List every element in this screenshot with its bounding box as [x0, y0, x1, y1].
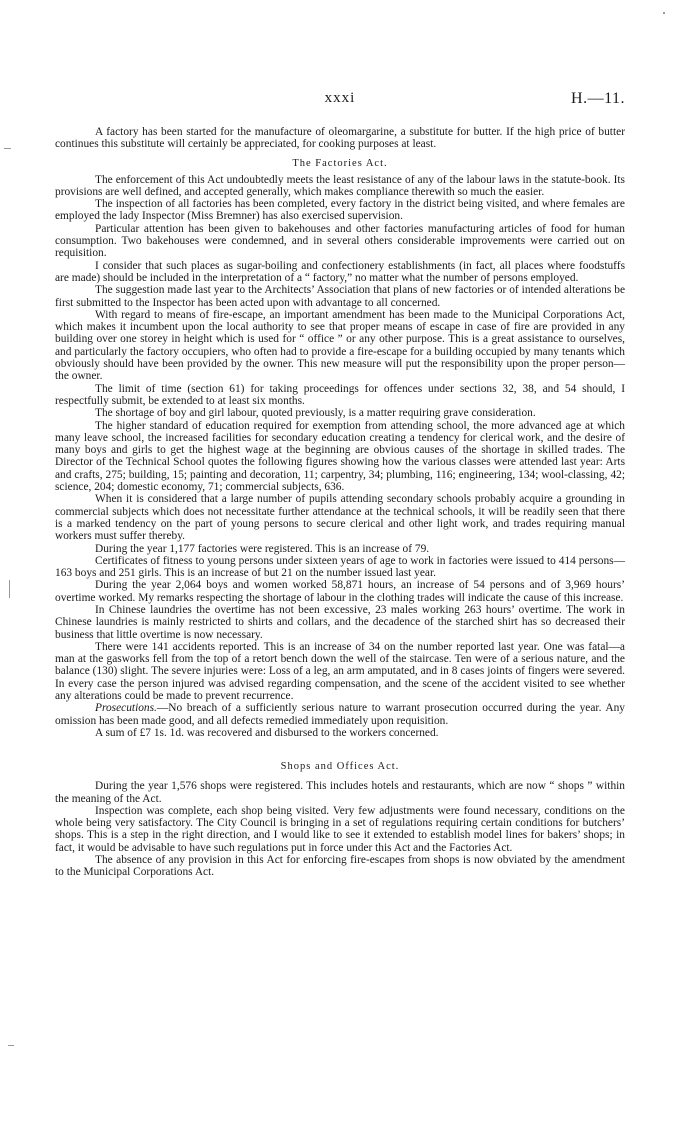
factories-paragraph: During the year 2,064 boys and women worked 58,871 hours, an increase of 54 persons and of 3,969 hours’ overtime worked. My remarks respecting the shortage of labour in the clothing trades will indicate the cause of this increase. [55, 579, 625, 604]
scan-mark [4, 148, 11, 149]
shops-paragraph: The absence of any provision in this Act for enforcing fire-escapes from shops is now obviated by the amendment to the Municipal Corporations Act. [55, 854, 625, 879]
factories-paragraph: The shortage of boy and girl labour, quoted previously, is a matter requiring grave consideration. [95, 407, 536, 420]
shops-paragraph: During the year 1,576 shops were registered. This includes hotels and restaurants, which are now “ shops ” within the meaning of the Act. [55, 780, 625, 805]
factories-paragraph: The limit of time (section 61) for taking proceedings for offences under sections 32, 38, and 54 should, I respectfully submit, be extended to at least six months. [55, 382, 625, 407]
factories-paragraph: The suggestion made last year to the Architects’ Association that plans of new factories or of intended alterations be first submitted to the Inspector has been acted upon with advantage to all concerned. [55, 284, 625, 309]
factories-paragraph: When it is considered that a large number of pupils attending secondary schools probably acquire a grounding in commercial subjects which does not necessitate further attendance at the technical schools, it will be readily seen that there is a marked tendency on the part of young persons to secure clerical and other light work, and trades requiring manual workers must suffer thereby. [55, 493, 625, 543]
recovered-paragraph: A sum of £7 1s. 1d. was recovered and disbursed to the workers concerned. [95, 726, 439, 739]
factories-paragraph: I consider that such places as sugar-boiling and confectionery establishments (in fact, all places where foodstuffs are made) should be included in the interpretation of a “ factory,” no matter what the number of persons employed. [55, 259, 625, 284]
shops-paragraph: Inspection was complete, each shop being visited. Very few adjustments were found necessary, conditions on the whole being very satisfactory. The City Council is bringing in a set of regulations requiring certain conditions for butchers’ shops. This is a step in the right direction, and I would like to see it extended to establish model lines for bakers’ shops; in fact, it would be advisable to have such regulations put in force under this Act and the Factories Act. [55, 804, 625, 854]
prosecutions-label: Prosecutions. [95, 702, 157, 715]
factories-paragraph: During the year 1,177 factories were registered. This is an increase of 79. [95, 542, 430, 555]
scan-mark [8, 1045, 14, 1046]
factories-paragraph: Particular attention has been given to bakehouses and other factories manufacturing articles of food for human consumption. Two bakehouses were condemned, and in several others considerable improvements were carried out on requisition. [55, 222, 625, 260]
shops-offices-act-heading: Shops and Offices Act. [280, 761, 400, 773]
prosecutions-text: —No breach of a sufficiently serious nature to warrant prosecution occurred during the year. Any omission has been made good, and all defects remedied immediately upon requisition. [55, 702, 625, 727]
factories-paragraph: The inspection of all factories has been completed, every factory in the district being visited, and where females are employed the lady Inspector (Miss Bremner) has also exercised supervision. [55, 198, 625, 223]
factories-paragraph: The enforcement of this Act undoubtedly meets the least resistance of any of the labour laws in the statute-book. Its provisions are well defined, and accepted generally, which makes compliance therewith so much the easier. [55, 173, 625, 198]
document-reference: H.—11. [571, 90, 625, 107]
scan-mark [9, 580, 10, 598]
factories-paragraph: The higher standard of education required for exemption from attending school, the more advanced age at which many leave school, the increased facilities for secondary education creating a tendency for clerical work, and the desire of many boys and girls to get the highest wage at the beginning are obvious causes of the shortage in skilled trades. The Director of the Technical School quotes the following figures showing how the various classes were attended last year: Arts and crafts, 275; building, 15; painting and decoration, 11; carpentry, 34; plumbing, 116; engineering, 134; wool-classing, 42; science, 204; domestic economy, 71; commercial subjects, 636. [55, 419, 625, 494]
factories-paragraph: With regard to means of fire-escape, an important amendment has been made to the Municipal Corporations Act, which makes it incumbent upon the local authority to see that proper means of escape in case of fire are provided in any building over one storey in height which is used for “ office ” or any other purpose. This is a great assistance to ourselves, and particularly the factory occupiers, who often had to provide a fire-escape for a building occupied by many tenants which obviously should have been provided by the owner. This new measure will put the responsibility upon the proper person—the owner. [55, 308, 625, 383]
factories-paragraph: In Chinese laundries the overtime has not been excessive, 23 males working 263 hours’ overtime. The work in Chinese laundries is mainly restricted to shirts and collars, and the decadence of the starched shirt has so decreased their business that little overtime is now necessary. [55, 603, 625, 641]
factories-paragraph: There were 141 accidents reported. This is an increase of 34 on the number reported last year. One was fatal—a man at the gasworks fell from the top of a retort bench down the well of the staircase. Ten were of a serious nature, and the balance (130) slight. The severe injuries were: Loss of a leg, an arm amputated, and in 8 cases joints of fingers were severed. In every case the person injured was advised regarding compensation, and the scene of the accident visited to see whether any alterations could be made to prevent recurrence. [55, 640, 625, 703]
intro-paragraph: A factory has been started for the manufacture of oleomargarine, a substitute for butter. If the high price of butter continues this substitute will certainly be appreciated, for cooking purposes at least. [55, 126, 625, 151]
scan-mark [663, 12, 665, 14]
page-header [55, 90, 625, 112]
factories-paragraph: Certificates of fitness to young persons under sixteen years of age to work in factories were issued to 414 persons—163 boys and 251 girls. This is an increase of but 21 on the number issued last year. [55, 554, 625, 580]
prosecutions-paragraph [55, 702, 625, 727]
page-number: xxxi [324, 90, 356, 106]
document-page [55, 90, 625, 879]
factories-act-heading: The Factories Act. [292, 157, 388, 169]
